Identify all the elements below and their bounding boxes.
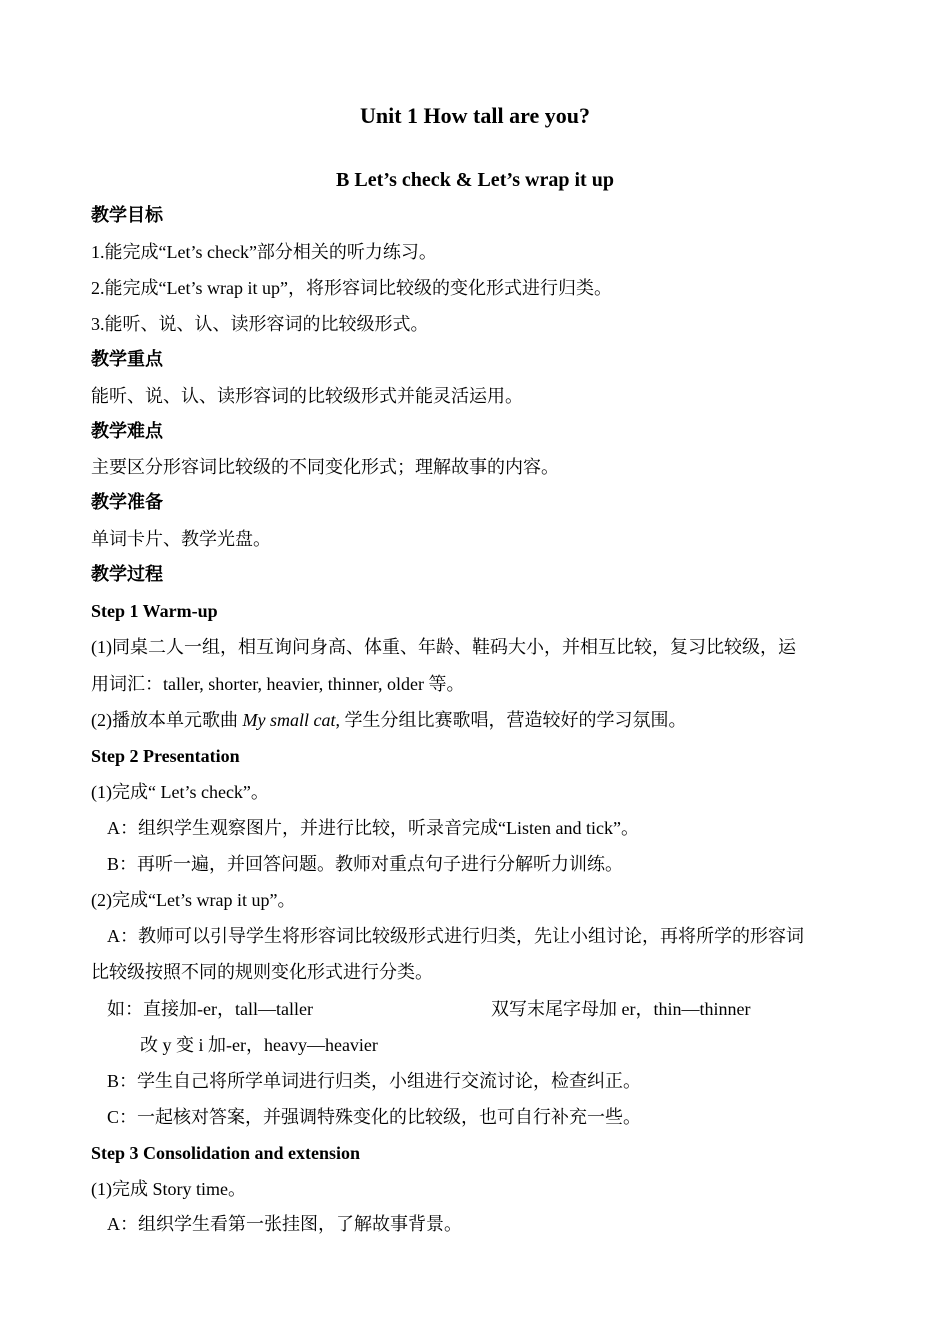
difficulties-heading: 教学难点 bbox=[91, 421, 163, 442]
step2-item: (2)完成“Let’s wrap it up”。 bbox=[91, 890, 296, 910]
objectives-heading: 教学目标 bbox=[91, 205, 163, 226]
step2-subitem: B：学生自己将所学单词进行归类，小组进行交流讨论，检查纠正。 bbox=[107, 1071, 642, 1091]
process-heading: 教学过程 bbox=[91, 564, 163, 585]
example-double-consonant: 双写末尾字母加 er，thin—thinner bbox=[491, 999, 751, 1019]
objective-item: 3.能听、说、认、读形容词的比较级形式。 bbox=[91, 314, 429, 334]
step2-subitem: A：组织学生观察图片，并进行比较，听录音完成“Listen and tick”。 bbox=[107, 818, 639, 838]
step3-item: (1)完成 Story time。 bbox=[91, 1179, 246, 1199]
step2-subitem: B：再听一遍，并回答问题。教师对重点句子进行分解听力训练。 bbox=[107, 854, 624, 874]
step1-song-paragraph bbox=[91, 708, 890, 732]
song-suffix: , 学生分组比赛歌唱，营造较好的学习氛围。 bbox=[335, 710, 687, 730]
preparation-text: 单词卡片、教学光盘。 bbox=[91, 529, 271, 549]
document-subtitle: B Let’s check & Let’s wrap it up bbox=[336, 169, 614, 191]
step2-title: Step 2 Presentation bbox=[91, 746, 240, 766]
document-title: Unit 1 How tall are you? bbox=[360, 103, 590, 128]
step3-title: Step 3 Consolidation and extension bbox=[91, 1143, 361, 1163]
key-points-text: 能听、说、认、读形容词的比较级形式并能灵活运用。 bbox=[91, 386, 523, 406]
preparation-heading: 教学准备 bbox=[91, 492, 163, 513]
objective-item: 1.能完成“Let’s check”部分相关的听力练习。 bbox=[91, 242, 437, 262]
step2-item: (1)完成“ Let’s check”。 bbox=[91, 782, 269, 802]
step2-subitem-continued: 比较级按照不同的规则变化形式进行分类。 bbox=[91, 962, 433, 982]
step3-subitem: A：组织学生看第一张挂图，了解故事背景。 bbox=[107, 1214, 462, 1234]
song-title: My small cat bbox=[242, 710, 336, 730]
example-y-to-i: 改 y 变 i 加-er，heavy—heavier bbox=[140, 1035, 378, 1055]
step2-subitem: C：一起核对答案，并强调特殊变化的比较级，也可自行补充一些。 bbox=[107, 1107, 642, 1127]
difficulties-text: 主要区分形容词比较级的不同变化形式；理解故事的内容。 bbox=[91, 457, 559, 477]
key-points-heading: 教学重点 bbox=[91, 349, 163, 370]
song-prefix: (2)播放本单元歌曲 bbox=[91, 710, 243, 730]
example-direct-er: 如：直接加-er，tall—taller bbox=[107, 999, 313, 1019]
step1-paragraph-line: (1)同桌二人一组，相互询问身高、体重、年龄、鞋码大小，并相互比较，复习比较级，运 bbox=[91, 637, 796, 657]
example-row bbox=[107, 997, 890, 1021]
step1-paragraph-line: 用词汇：taller, shorter, heavier, thinner, older 等。 bbox=[91, 674, 465, 694]
step2-subitem: A：教师可以引导学生将形容词比较级形式进行归类，先让小组讨论，再将所学的形容词 bbox=[107, 926, 804, 946]
step1-title: Step 1 Warm-up bbox=[91, 601, 218, 621]
objective-item: 2.能完成“Let’s wrap it up”，将形容词比较级的变化形式进行归类。 bbox=[91, 278, 612, 298]
